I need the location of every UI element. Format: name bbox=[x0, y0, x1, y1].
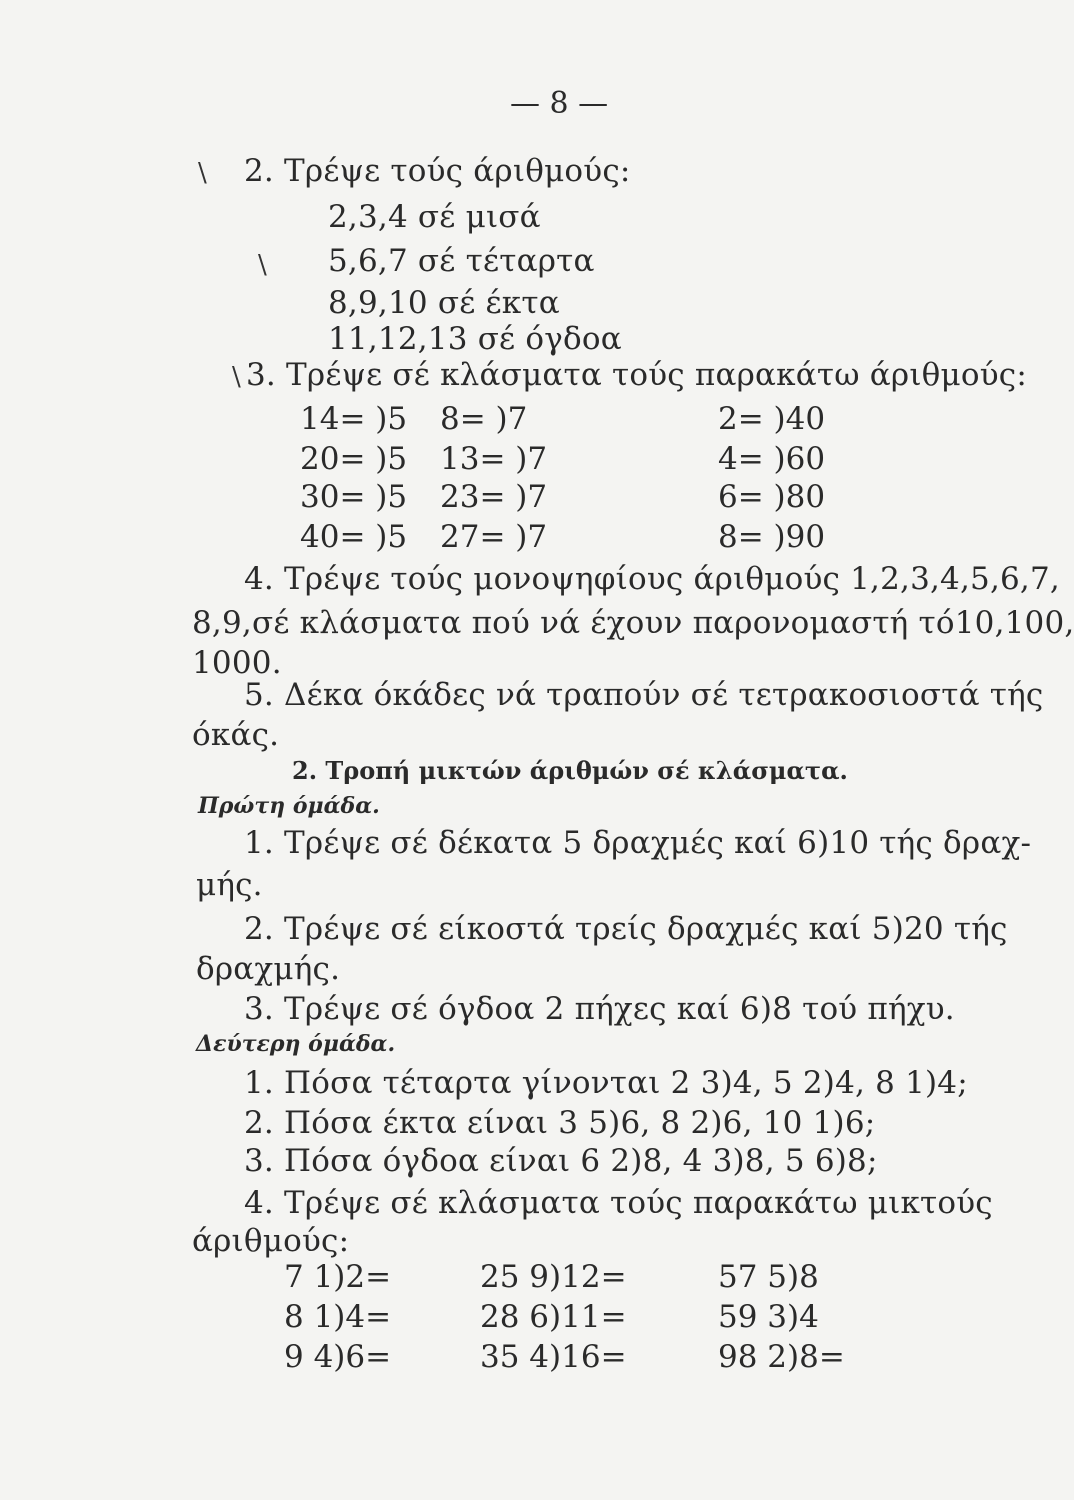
ex3-item: 4= )60 bbox=[718, 441, 826, 477]
ex3-intro: 3. Τρέψε σέ κλάσματα τούς παρακάτω άριθμούς: bbox=[246, 357, 1027, 393]
ex3-item: 6= )80 bbox=[718, 479, 826, 515]
exercise-line: 3. Πόσα όγδοα είναι 6 2)8, 4 3)8, 5 6)8; bbox=[244, 1143, 878, 1179]
mixed-number: 28 6)11= bbox=[480, 1299, 627, 1335]
ex3-item: 20= )5 bbox=[300, 441, 408, 477]
mixed-number: 98 2)8= bbox=[718, 1339, 845, 1375]
ex2-row: 11,12,13 σέ όγδοα bbox=[328, 321, 622, 357]
exercise-line: 1. Τρέψε σέ δέκατα 5 δραχμές καί 6)10 τής δραχ- bbox=[244, 825, 1032, 861]
exercise-line: μής. bbox=[196, 867, 263, 903]
ex2-row: 5,6,7 σέ τέταρτα bbox=[328, 243, 595, 279]
pencil-mark: \ bbox=[232, 362, 241, 392]
ex2-row: 2,3,4 σέ μισά bbox=[328, 199, 541, 235]
ex3-item: 8= )7 bbox=[440, 401, 528, 437]
group-title: Πρώτη όμάδα. bbox=[198, 793, 380, 819]
exercise-line: δραχμής. bbox=[196, 951, 341, 987]
ex4-line: 4. Τρέψε τούς μονοψηφίους άριθμούς 1,2,3,4,5,6,7, bbox=[244, 561, 1060, 597]
exercise-line: 1. Πόσα τέταρτα γίνονται 2 3)4, 5 2)4, 8 1)4; bbox=[244, 1065, 968, 1101]
ex3-item: 8= )90 bbox=[718, 519, 826, 555]
pencil-mark: \ bbox=[258, 250, 267, 280]
exercise-line: 4. Τρέψε σέ κλάσματα τούς παρακάτω μικτούς bbox=[244, 1185, 993, 1221]
mixed-number: 57 5)8 bbox=[718, 1259, 819, 1295]
exercise-line: 2. Τρέψε σέ είκοστά τρείς δραχμές καί 5)20 τής bbox=[244, 911, 1008, 947]
ex5-line: 5. Δέκα όκάδες νά τραπούν σέ τετρακοσιοστά τής bbox=[244, 677, 1044, 713]
mixed-number: 7 1)2= bbox=[284, 1259, 392, 1295]
ex5-line: όκάς. bbox=[192, 717, 280, 753]
ex4-line: 1000. bbox=[192, 645, 282, 681]
ex3-item: 14= )5 bbox=[300, 401, 408, 437]
mixed-number: 8 1)4= bbox=[284, 1299, 392, 1335]
ex3-item: 2= )40 bbox=[718, 401, 826, 437]
mixed-number: 9 4)6= bbox=[284, 1339, 392, 1375]
pencil-mark: \ bbox=[198, 158, 207, 188]
ex2-row: 8,9,10 σέ έκτα bbox=[328, 285, 560, 321]
ex3-item: 23= )7 bbox=[440, 479, 548, 515]
ex4-line: 8,9,σέ κλάσματα πού νά έχουν παρονομαστή τό10,100, bbox=[192, 605, 1074, 641]
ex3-item: 40= )5 bbox=[300, 519, 408, 555]
ex3-item: 27= )7 bbox=[440, 519, 548, 555]
mixed-number: 59 3)4 bbox=[718, 1299, 819, 1335]
ex3-item: 13= )7 bbox=[440, 441, 548, 477]
ex2-intro: 2. Τρέψε τούς άριθμούς: bbox=[244, 153, 631, 189]
ex3-item: 30= )5 bbox=[300, 479, 408, 515]
page-number: — 8 — bbox=[510, 86, 609, 121]
exercise-line: άριθμούς: bbox=[192, 1223, 350, 1259]
mixed-number: 25 9)12= bbox=[480, 1259, 627, 1295]
group-title: Δεύτερη όμάδα. bbox=[196, 1031, 396, 1057]
exercise-line: 3. Τρέψε σέ όγδοα 2 πήχες καί 6)8 τού πήχυ. bbox=[244, 991, 955, 1027]
section-heading: 2. Τροπή μικτών άριθμών σέ κλάσματα. bbox=[292, 756, 848, 785]
exercise-line: 2. Πόσα έκτα είναι 3 5)6, 8 2)6, 10 1)6; bbox=[244, 1105, 876, 1141]
mixed-number: 35 4)16= bbox=[480, 1339, 627, 1375]
